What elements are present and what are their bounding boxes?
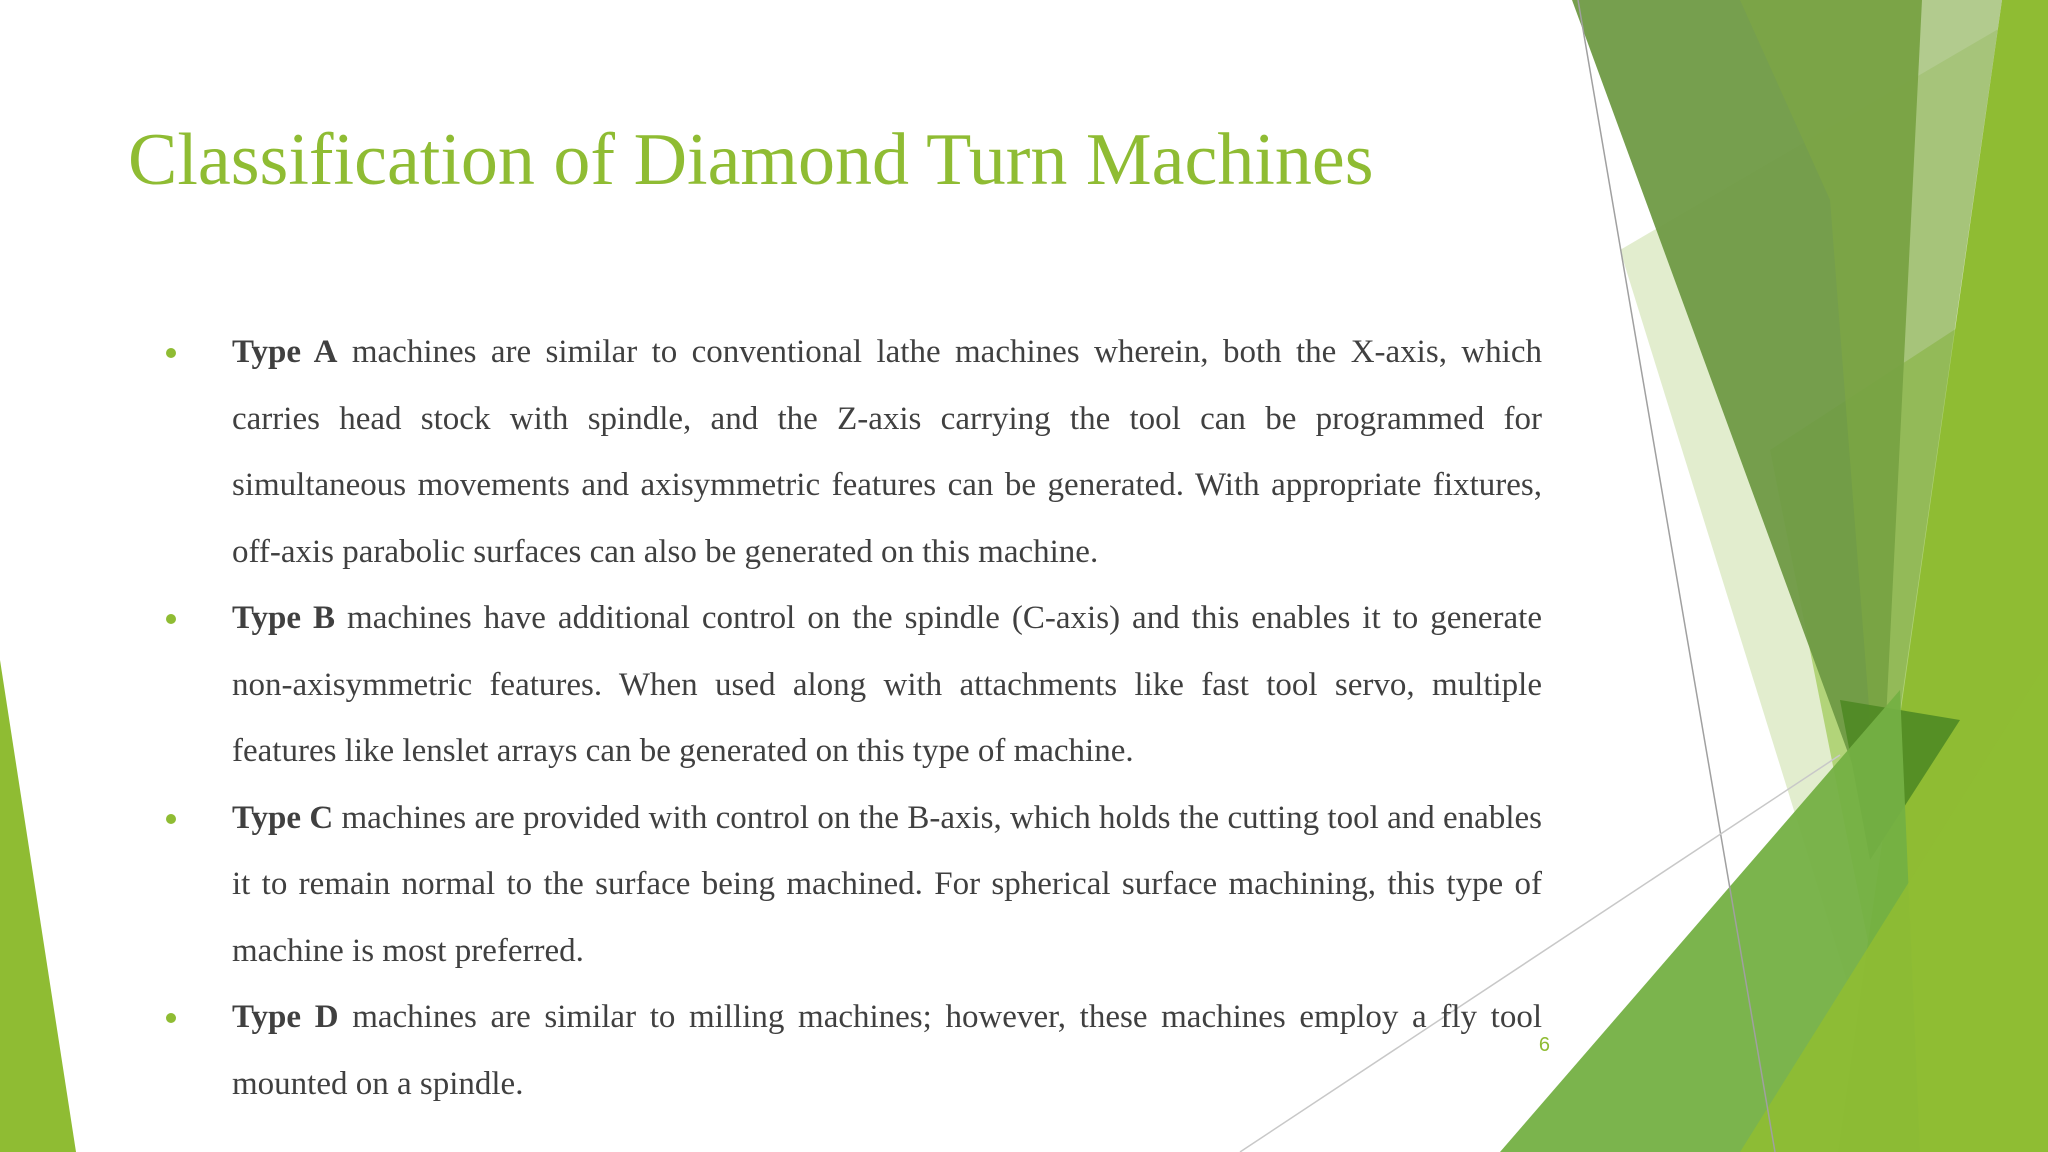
bullet-type-b [232, 585, 1542, 785]
bullet-dot-icon [166, 614, 176, 624]
slide-body [232, 319, 1542, 1117]
bullet-term: Type A [232, 334, 338, 370]
bullet-term: Type C [232, 799, 334, 836]
bullet-text: machines are similar to conventional lathe machines wherein, both the X-axis, which carries head stock with spindle, and the Z-axis carrying the tool can be programmed for simultaneous movements and axisymmetric features can be generated. With appropriate fixtures, off-axis parabolic surfaces can also be generated on this machine. [232, 334, 1542, 570]
facet-left-edge [0, 660, 76, 1152]
bullet-list [232, 319, 1542, 1117]
bullet-term: Type B [232, 600, 336, 636]
bullet-text: machines are similar to milling machines; however, these machines employ a fly tool mounted on a spindle. [232, 999, 1542, 1102]
bullet-text: machines have additional control on the spindle (C-axis) and this enables it to generate non-axisymmetric features. When used along with attachments like fast tool servo, multiple features like lenslet arrays can be generated on this type of machine. [232, 600, 1542, 769]
bullet-dot-icon [166, 1013, 176, 1023]
bullet-text: machines are provided with control on the B-axis, which holds the cutting tool and enables it to remain normal to the surface being machined. For spherical surface machining, this type of machine is most preferred. [232, 799, 1542, 969]
bullet-term: Type D [232, 999, 339, 1035]
bullet-type-a [232, 319, 1542, 585]
bullet-type-d [232, 984, 1542, 1117]
bullet-dot-icon [166, 348, 176, 358]
slide-title: Classification of Diamond Turn Machines [128, 119, 1374, 201]
bullet-dot-icon [166, 814, 176, 824]
slide-number: 6 [1538, 1034, 1550, 1056]
bullet-type-c [232, 785, 1542, 985]
